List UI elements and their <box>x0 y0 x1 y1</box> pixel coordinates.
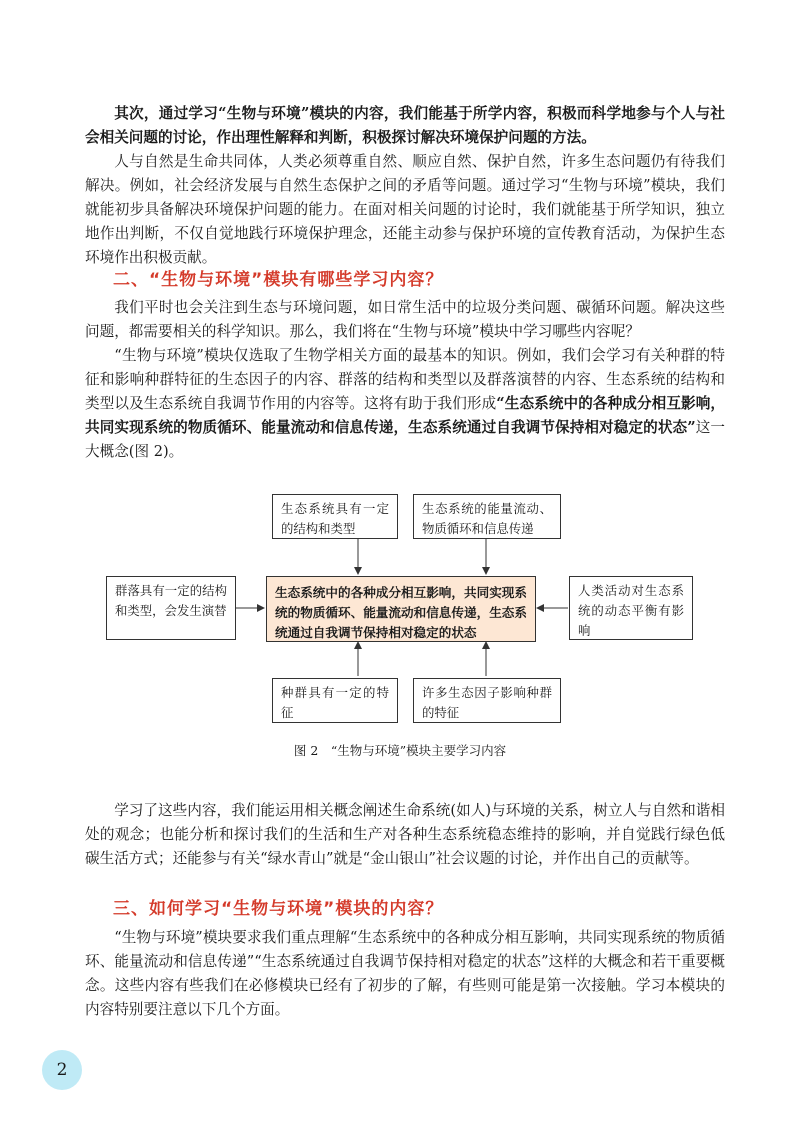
box-population: 种群具有一定的特征 <box>272 678 398 723</box>
paragraph-4-tail: 这一大概念(图 2)。 <box>85 419 725 460</box>
paragraph-3: 我们平时也会关注到生态与环境问题，如日常生活中的垃圾分类问题、碳循环问题。解决这些问题，都需要相关的科学知识。那么，我们将在“生物与环境”模块中学习哪些内容呢？ <box>85 299 725 340</box>
box-energy-flow: 生态系统的能量流动、物质循环和信息传递 <box>413 494 561 539</box>
paragraph-5: 学习了这些内容，我们能运用相关概念阐述生命系统(如人)与环境的关系，树立人与自然和谐相处的观念；也能分析和探讨我们的生活和生产对各种生态系统稳态维持的影响，并自觉践行绿色低碳生活方式；还能参与有关“绿水青山”就是“金山银山”社会议题的讨论，并作出自己的贡献等。 <box>85 802 725 867</box>
box-ecosystem-structure: 生态系统具有一定的结构和类型 <box>272 494 398 539</box>
page-number-badge: 2 <box>42 1050 82 1090</box>
big-concept-text: “生态系统中的各种成分相互影响，共同实现系统的物质循环、能量流动和信息传递，生态系统通过自我调节保持相对稳定的状态” <box>85 395 725 436</box>
paragraph-1: 其次，通过学习“生物与环境”模块的内容，我们能基于所学内容，积极而科学地参与个人与社会相关问题的讨论，作出理性解释和判断，积极探讨解决环境保护问题的方法。 <box>85 105 725 146</box>
paragraph-4-text: “生物与环境”模块仅选取了生物学相关方面的最基本的知识。例如，我们会学习有关种群的特征和影响种群特征的生态因子的内容、群落的结构和类型以及群落演替的内容、生态系统的结构和类型以及生态系统自我调节作用的内容等。这将有助于我们形成 <box>85 347 725 412</box>
box-human-activity: 人类活动对生态系统的动态平衡有影响 <box>569 576 693 640</box>
paragraph-2: 人与自然是生命共同体，人类必须尊重自然、顺应自然、保护自然，许多生态问题仍有待我们解决。例如，社会经济发展与自然生态保护之间的矛盾等问题。通过学习“生物与环境”模块，我们就能初步具备解决环境保护问题的能力。在面对相关问题的讨论时，我们就能基于所学知识，独立地作出判断，不仅自觉地践行环境保护理念，还能主动参与保护环境的宣传教育活动，为保护生态环境作出积极贡献。 <box>85 153 725 266</box>
box-ecological-factors: 许多生态因子影响种群的特征 <box>413 678 561 723</box>
section-heading-3: 三、如何学习“生物与环境”模块的内容？ <box>113 899 444 919</box>
box-big-concept: 生态系统中的各种成分相互影响，共同实现系统的物质循环、能量流动和信息传递，生态系统通过自我调节保持相对稳定的状态 <box>266 576 536 642</box>
section-heading-2: 二、“生物与环境”模块有哪些学习内容？ <box>113 270 444 290</box>
box-community: 群落具有一定的结构和类型，会发生演替 <box>106 576 236 640</box>
figure-caption: 图 2 “生物与环境”模块主要学习内容 <box>293 743 507 758</box>
paragraph-6: “生物与环境”模块要求我们重点理解“生态系统中的各种成分相互影响，共同实现系统的物质循环、能量流动和信息传递”“生态系统通过自我调节保持相对稳定的状态”这样的大概念和若干重要概念。这些内容有些我们在必修模块已经有了初步的了解，有些则可能是第一次接触。学习本模块的内容特别要注意以下几个方面。 <box>85 929 725 1018</box>
